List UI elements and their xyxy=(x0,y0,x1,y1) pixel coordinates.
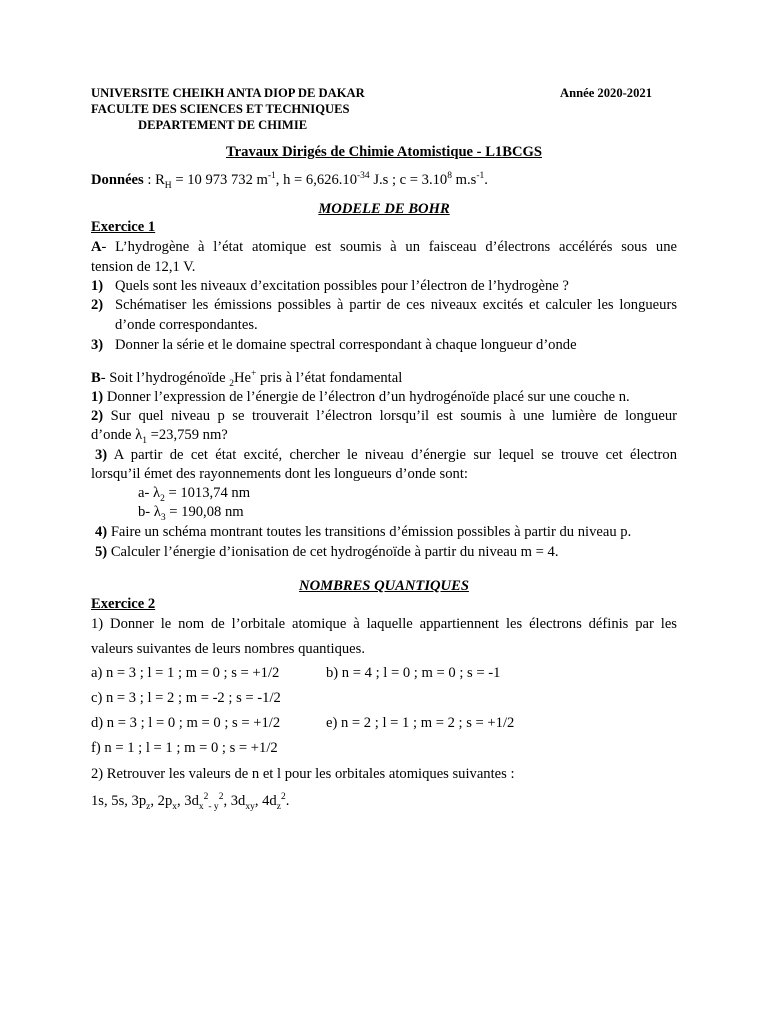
quantum-set-b: b) n = 4 ; l = 0 ; m = 0 ; s = -1 xyxy=(326,665,501,681)
part-b-question-3-line-1: 3) A partir de cet état excité, chercher le niveau d’énergie sur lequel se trouve cet électron xyxy=(95,447,677,463)
part-b-question-4: 4) Faire un schéma montrant toutes les transitions d’émission possibles à partir du niveau p. xyxy=(95,524,632,540)
part-b-question-5: 5) Calculer l’énergie d’ionisation de cet hydrogénoïde à partir du niveau m = 4. xyxy=(95,544,559,560)
exercise-2-question-1-line-2: valeurs suivantes de leurs nombres quantiques. xyxy=(91,641,365,657)
orbital-list: 1s, 5s, $3p_z$, $2p_x$, $3d_x^2_{- y}^2$, $3d_{xy}$, $4d_z^2$. xyxy=(91,792,290,812)
exercise-1-question-2-line-2: d’onde correspondantes. xyxy=(115,317,258,333)
wavelength-b: b- $\lambda_3 = 190,08$ nm xyxy=(138,504,244,523)
exercise-1-question-2-line-1: 2) Schématiser les émissions possibles à partir de ces niveaux excités et calculer les longueurs xyxy=(91,297,677,313)
exercise-1-title: Exercice 1 xyxy=(91,219,156,235)
quantum-set-d: d) n = 3 ; l = 0 ; m = 0 ; s = +1/2 xyxy=(91,715,281,731)
section-bohr-model: MODELE DE BOHR xyxy=(318,201,450,217)
part-b-intro: B- Soit l’hydrogénoïde $_2$He+ pris à l’état fondamental xyxy=(91,369,403,389)
academic-year: Année 2020-2021 xyxy=(560,86,652,100)
quantum-set-c: c) n = 3 ; l = 2 ; m = -2 ; s = -1/2 xyxy=(91,690,281,706)
document-title: Travaux Dirigés de Chimie Atomistique - L1BCGS xyxy=(226,144,542,160)
part-b-question-2-line-2: d’onde $\lambda_1 =23,759$ nm? xyxy=(91,427,228,446)
part-b-label: B xyxy=(91,370,101,386)
exercise-2-title: Exercice 2 xyxy=(91,596,156,612)
section-quantum-numbers: NOMBRES QUANTIQUES xyxy=(299,578,469,594)
quantum-set-f: f) n = 1 ; l = 1 ; m = 0 ; s = +1/2 xyxy=(91,740,278,756)
given-data: Données : $R_H = 10$ 973 732 $m^{-1}$, $h = 6,626.10^{-34}$ J.s ; $c = 3.10^8$ $m.s^{-1}$. xyxy=(91,171,488,191)
quantum-set-e: e) n = 2 ; l = 1 ; m = 2 ; s = +1/2 xyxy=(326,715,515,731)
exercise-2-question-2: 2) Retrouver les valeurs de n et l pour les orbitales atomiques suivantes : xyxy=(91,766,515,782)
part-a-line-1: A- L’hydrogène à l’état atomique est soumis à un faisceau d’électrons accélérés sous une xyxy=(91,239,677,255)
part-b-question-3-line-2: lorsqu’il émet des rayonnements dont les longueurs d’onde sont: xyxy=(91,466,468,482)
faculty-name: FACULTE DES SCIENCES ET TECHNIQUES xyxy=(91,102,350,116)
exercise-1-question-3: 3) Donner la série et le domaine spectral correspondant à chaque longueur d’onde xyxy=(91,337,577,353)
exercise-2-question-1-line-1: 1) Donner le nom de l’orbitale atomique à laquelle appartiennent les électrons définis par les xyxy=(91,616,677,632)
quantum-set-a: a) n = 3 ; l = 1 ; m = 0 ; s = +1/2 xyxy=(91,665,280,681)
given-data-label: Données xyxy=(91,172,144,188)
department-name: DEPARTEMENT DE CHIMIE xyxy=(138,118,308,132)
part-b-question-1: 1) Donner l’expression de l’énergie de l’électron d’un hydrogénoïde placé sur une couche n. xyxy=(91,389,630,405)
university-name: UNIVERSITE CHEIKH ANTA DIOP DE DAKAR xyxy=(91,86,365,100)
part-a-line-2: tension de 12,1 V. xyxy=(91,259,196,275)
exercise-1-question-1: 1) Quels sont les niveaux d’excitation possibles pour l’électron de l’hydrogène ? xyxy=(91,278,569,294)
wavelength-a: a- $\lambda_2 = 1013,74$ nm xyxy=(138,485,251,504)
part-b-question-2-line-1: 2) Sur quel niveau p se trouverait l’électron lorsqu’il est soumis à une lumière de longueur xyxy=(91,408,677,424)
part-a-label: A xyxy=(91,239,102,255)
